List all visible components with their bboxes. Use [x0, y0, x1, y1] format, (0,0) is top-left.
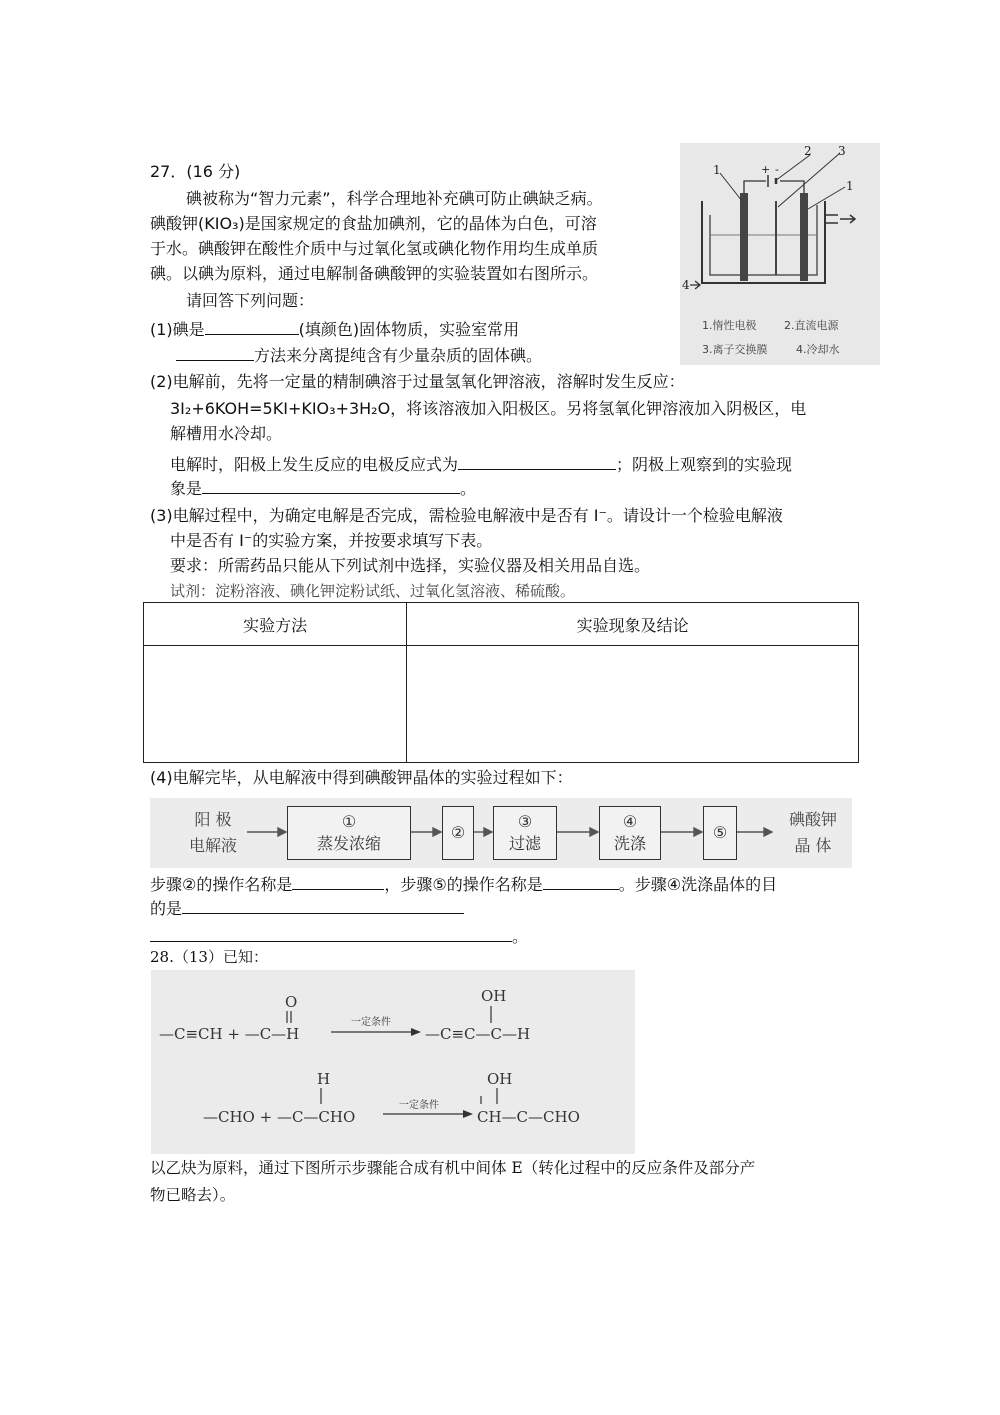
process-flowchart	[150, 798, 852, 868]
q27-intro-line-2: 碘酸钾(KIO₃)是国家规定的食盐加碘剂，它的晶体为白色，可溶	[150, 214, 597, 233]
label-3: 3	[838, 144, 846, 158]
legend-3: 3.离子交换膜	[702, 343, 768, 356]
flow-step-5	[703, 806, 737, 860]
answer-blank-wash-purpose[interactable]	[182, 896, 464, 914]
q27-part2-q-line1: 电解时，阳极上发生反应的电极反应式为 ；阴极上观察到的实验现	[170, 452, 792, 476]
q27-part4-q-line2: 的是	[150, 896, 464, 920]
r2-product: CH—C—CHO	[477, 1108, 580, 1126]
flow-step-4	[599, 806, 661, 860]
electrolysis-diagram	[680, 143, 880, 365]
answer-blank-color[interactable]	[205, 317, 299, 335]
flow-step-2-num: ②	[450, 823, 466, 842]
answer-blank-step2[interactable]	[292, 872, 384, 890]
q27-intro-line-1: 碘被称为“智力元素”，科学合理地补充碘可防止碘缺乏病。	[186, 189, 603, 208]
q27-part2-line3: 解槽用水冷却。	[170, 424, 283, 443]
r2-condition: 一定条件	[399, 1100, 439, 1111]
q27-prompt: 请回答下列问题：	[186, 291, 315, 310]
flow-step-3-num: ③	[517, 812, 533, 831]
flow-step-3	[493, 806, 557, 860]
flow-step-3-label: 过滤	[508, 834, 541, 853]
answer-blank-method[interactable]	[176, 343, 254, 361]
plus-sign: +	[761, 163, 771, 176]
flow-start-label-2: 电解液	[188, 836, 237, 855]
cell-method-answer[interactable]	[144, 646, 407, 763]
label-4: 4	[682, 278, 690, 292]
flow-step-4-label: 洗涤	[613, 834, 646, 853]
electrolysis-apparatus-figure	[680, 143, 880, 365]
r2-oh: OH	[487, 1070, 513, 1088]
q27-intro-line-4: 碘。以碘为原料，通过电解制备碘酸钾的实验装置如右图所示。	[150, 264, 599, 283]
q27-part4-q-line3: 。	[150, 924, 528, 948]
q28-text-line2: 物已略去）。	[150, 1186, 236, 1204]
q27-header: 27．(16 分)	[150, 162, 241, 181]
flow-step-4-num: ④	[622, 812, 638, 831]
reaction-scheme-figure	[151, 970, 635, 1154]
label-1-left: 1	[713, 163, 721, 177]
flow-step-5-num: ⑤	[712, 823, 728, 842]
label-1-right: 1	[846, 179, 854, 193]
q27-part4-line: (4)电解完毕，从电解液中得到碘酸钾晶体的实验过程如下：	[150, 768, 573, 787]
q27-part2-line1: (2)电解前，先将一定量的精制碘溶于过量氢氧化钾溶液，溶解时发生反应：	[150, 372, 685, 391]
experiment-table	[143, 602, 859, 763]
table-header-method: 实验方法	[144, 603, 407, 646]
answer-blank-anode-reaction[interactable]	[458, 452, 616, 470]
flow-step-1	[287, 806, 411, 860]
flow-end-label-2: 晶 体	[794, 836, 832, 855]
r2-reactants: —CHO + —C—CHO	[203, 1108, 356, 1126]
r1-oh: OH	[481, 987, 507, 1005]
flow-step-1-num: ①	[341, 812, 357, 831]
reaction-scheme	[151, 970, 635, 1154]
answer-blank-cathode-phenomenon[interactable]	[202, 476, 460, 494]
r2-h: H	[317, 1070, 331, 1088]
answer-blank-step5[interactable]	[543, 872, 619, 890]
flow-end-label-1: 碘酸钾	[788, 810, 837, 829]
q27-part3-line1: (3)电解过程中，为确定电解是否完成，需检验电解液中是否有 I⁻。请设计一个检验电解液	[150, 506, 783, 525]
q27-part3-reagents: 试剂：淀粉溶液、碘化钾淀粉试纸、过氧化氢溶液、稀硫酸。	[170, 582, 576, 600]
q28-text-line1: 以乙炔为原料，通过下图所示步骤能合成有机中间体 E（转化过程中的反应条件及部分产	[150, 1159, 756, 1177]
legend-2: 2.直流电源	[784, 319, 839, 332]
legend-1: 1.惰性电极	[702, 319, 757, 332]
q27-part1-line1: (1)碘是 (填颜色)固体物质，实验室常用	[150, 317, 519, 341]
minus-sign: -	[775, 163, 779, 176]
r1-carbonyl-o: O	[285, 993, 298, 1011]
legend-4: 4.冷却水	[796, 343, 840, 356]
label-2: 2	[804, 144, 812, 158]
table-header-result: 实验现象及结论	[407, 603, 859, 646]
flow-step-1-label: 蒸发浓缩	[316, 834, 381, 853]
q28-header: 28.（13）已知：	[150, 948, 268, 966]
q27-part3-line2: 中是否有 I⁻的实验方案，并按要求填写下表。	[170, 531, 493, 550]
table-row	[144, 646, 859, 763]
q27-part3-requirement: 要求：所需药品只能从下列试剂中选择，实验仪器及相关用品自选。	[170, 556, 651, 575]
q27-intro-line-3: 于水。碘酸钾在酸性介质中与过氧化氢或碘化物作用均生成单质	[150, 239, 599, 258]
r1-reactants: —C≡CH + —C—H	[159, 1025, 300, 1043]
flow-start-label-1: 阳 极	[194, 810, 232, 829]
r1-product: —C≡C—C—H	[425, 1025, 531, 1043]
r1-condition: 一定条件	[351, 1017, 391, 1028]
q27-part2-line2: 3I₂+6KOH=5KI+KIO₃+3H₂O，将该溶液加入阳极区。另将氢氧化钾溶液加入阴极区，电	[170, 399, 807, 418]
answer-blank-wash-purpose-cont[interactable]	[150, 924, 512, 942]
cell-result-answer[interactable]	[407, 646, 859, 763]
flow-step-2	[442, 806, 474, 860]
q27-part1-line2: 方法来分离提纯含有少量杂质的固体碘。	[176, 343, 542, 367]
q27-part4-q-line1: 步骤②的操作名称是 ，步骤⑤的操作名称是 。步骤④洗涤晶体的目	[150, 872, 777, 896]
table-header-row	[144, 603, 859, 646]
q27-part2-q-line2: 象是 。	[170, 476, 476, 500]
